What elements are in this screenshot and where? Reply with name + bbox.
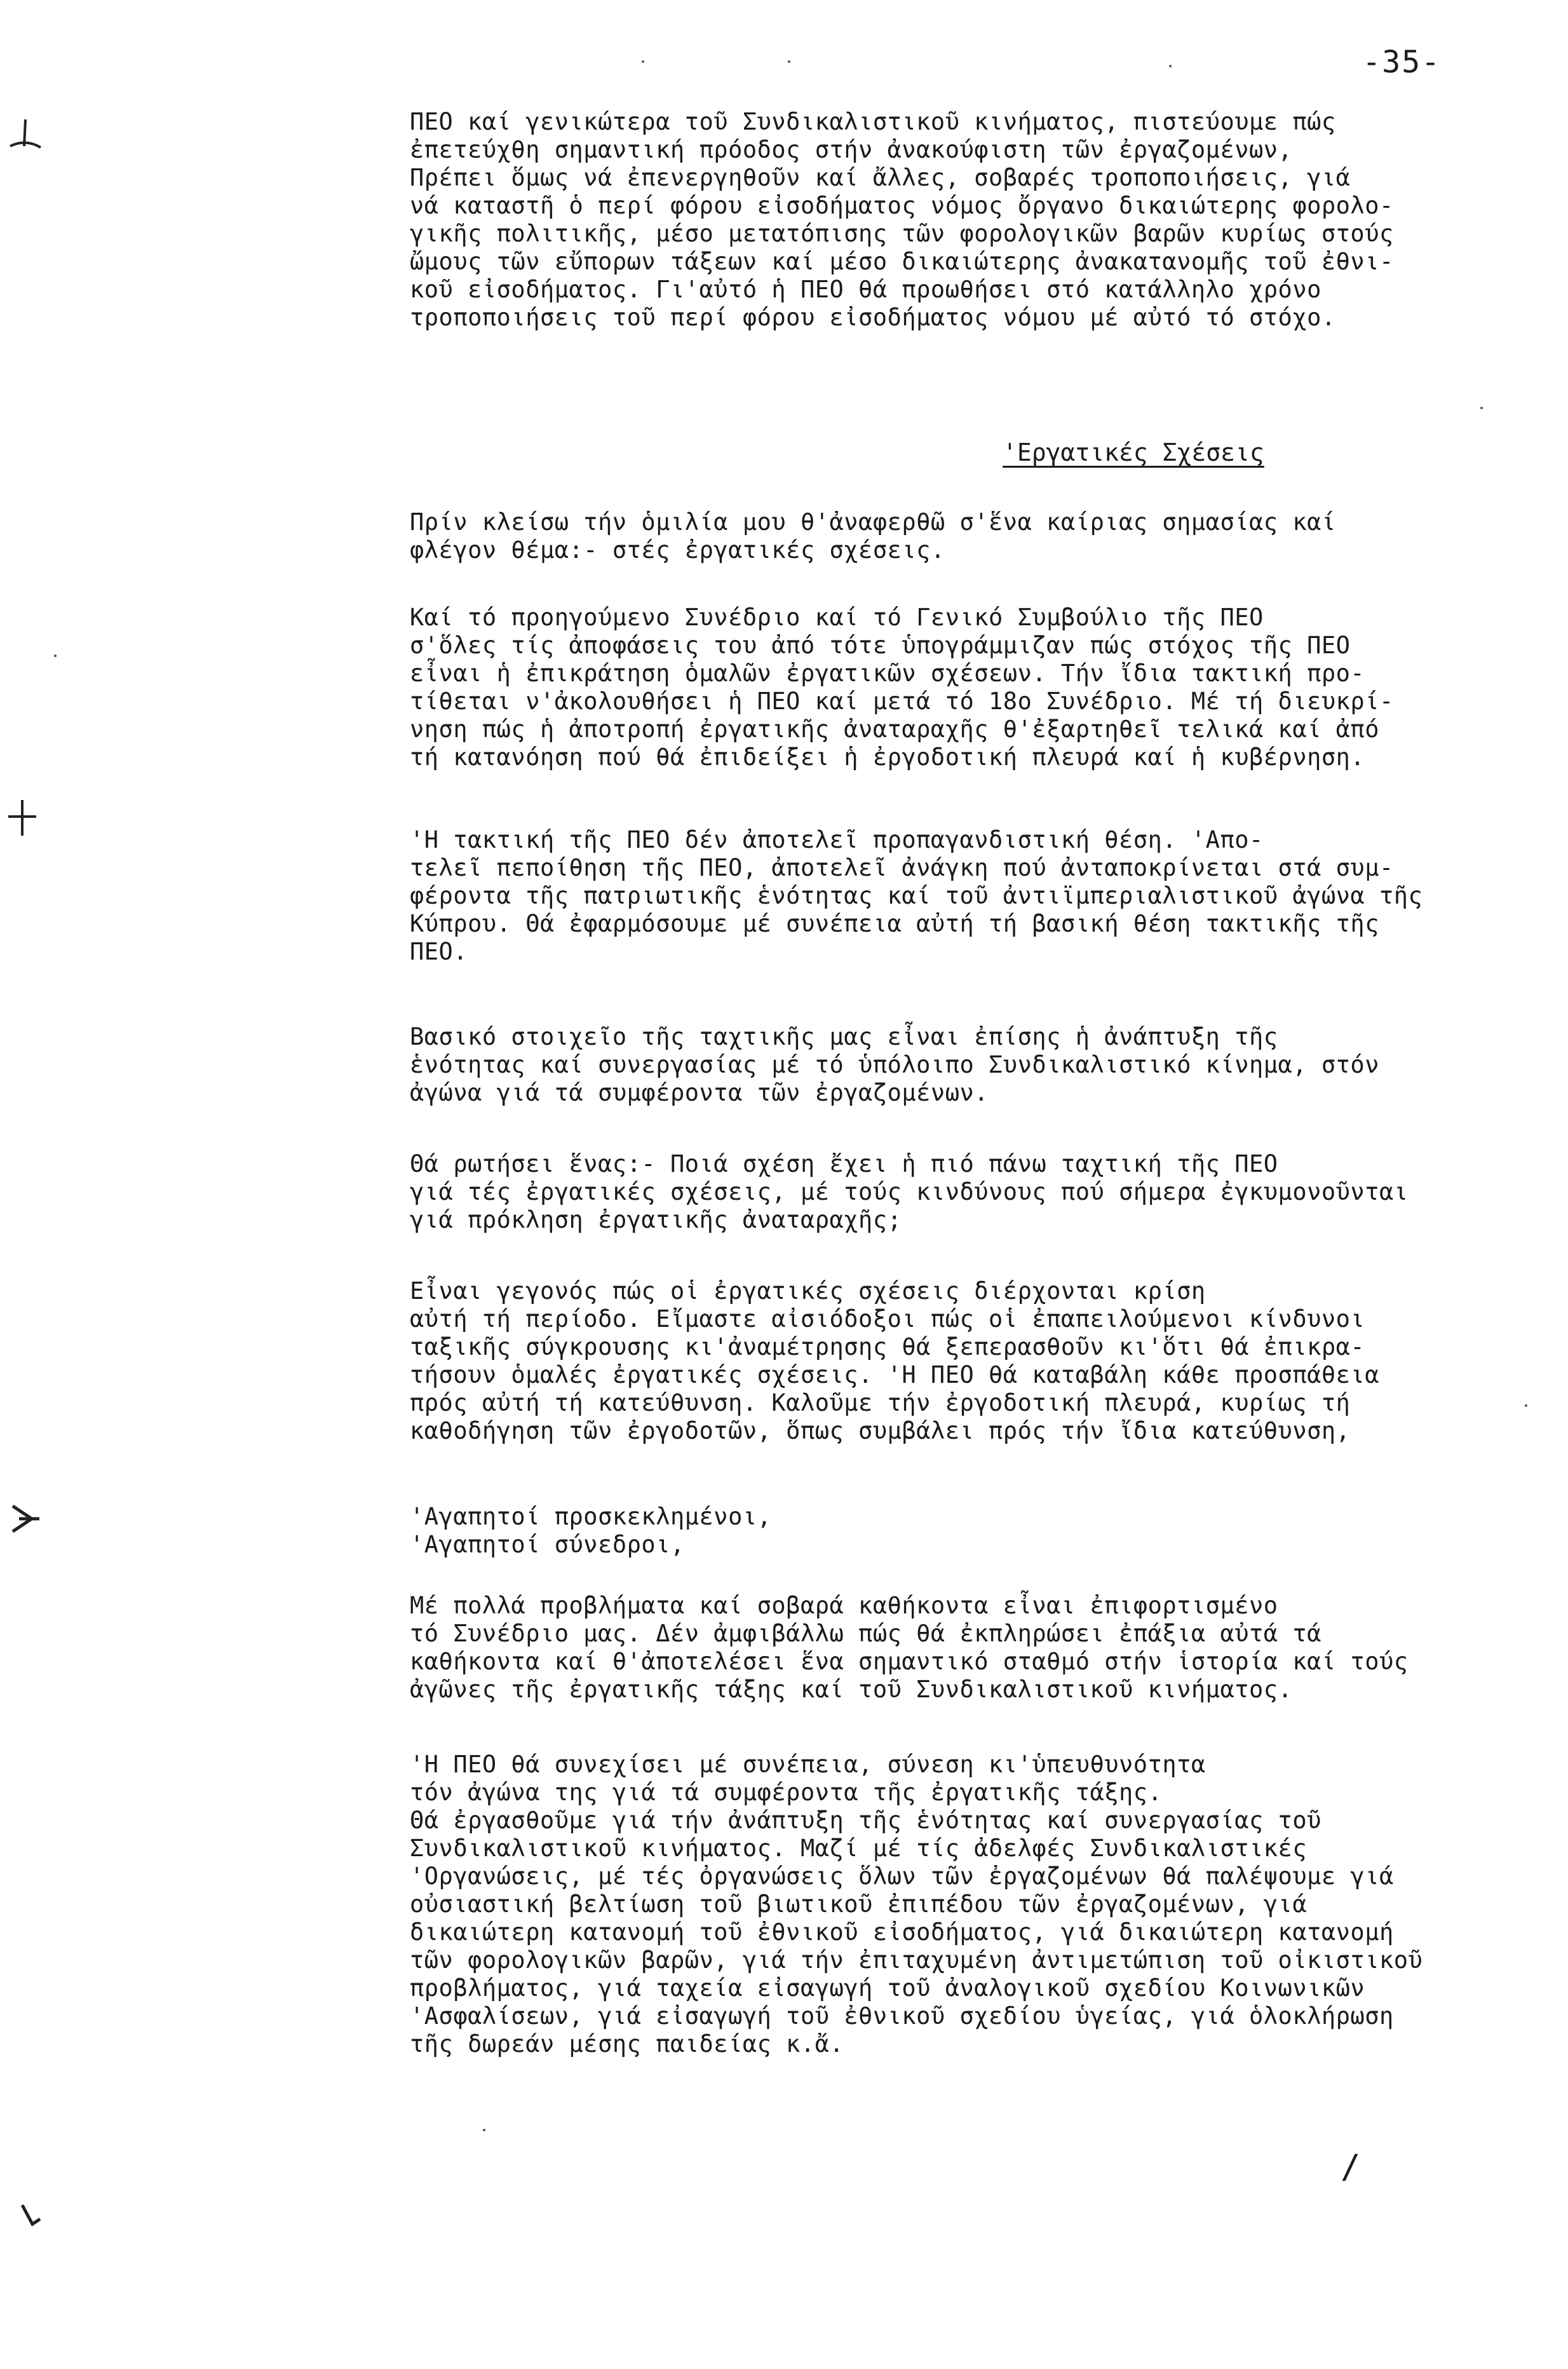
section-paragraph — [410, 1277, 1464, 1445]
text-line: τή κατανόηση πού θά ἐπιδείξει ἡ ἐργοδοτική πλευρά καί ἡ κυβέρνηση. — [410, 743, 1365, 771]
text-line: γιά πρόκληση ἐργατικῆς ἀναταραχῆς; — [410, 1206, 902, 1233]
section-paragraph — [410, 1751, 1464, 2058]
text-line: ταξικῆς σύγκρουσης κι'ἀναμέτρησης θά ξεπερασθοῦν κι'ὅτι θά ἐπικρα- — [410, 1333, 1365, 1361]
text-line: τροποποιήσεις τοῦ περί φόρου εἰσοδήματος νόμου μέ αὐτό τό στόχο. — [410, 304, 1336, 331]
text-line: ΠΕΟ. — [410, 938, 468, 965]
text-line: ἐπετεύχθη σημαντική πρόοδος στήν ἀνακούφιστη τῶν ἐργαζομένων, — [410, 136, 1293, 163]
text-line: προβλήματος, γιά ταχεία εἰσαγωγή τοῦ ἀναλογικοῦ σχεδίου Κοινωνικῶν — [410, 1974, 1365, 2002]
scan-speck — [788, 60, 790, 63]
text-line: Κύπρου. Θά ἐφαρμόσουμε μέ συνέπεια αὐτή τή βασική θέση τακτικῆς τῆς — [410, 910, 1379, 937]
section-paragraph — [410, 1592, 1464, 1704]
text-line: Καί τό προηγούμενο Συνέδριο καί τό Γενικό Συμβούλιο τῆς ΠΕΟ — [410, 604, 1264, 631]
scan-speck — [1169, 65, 1172, 67]
text-line: εἶναι ἡ ἐπικράτηση ὁμαλῶν ἐργατικῶν σχέσεων. Τήν ἴδια τακτική προ- — [410, 660, 1365, 687]
text-line: 'Οργανώσεις, μέ τές ὀργανώσεις ὅλων τῶν ἐργαζομένων θά παλέψουμε γιά — [410, 1863, 1394, 1890]
text-line: Συνδικαλιστικοῦ κινήματος. Μαζί μέ τίς ἀδελφές Συνδικαλιστικές — [410, 1835, 1308, 1862]
text-line: Μέ πολλά προβλήματα καί σοβαρά καθήκοντα εἶναι ἐπιφορτισμένο — [410, 1592, 1278, 1619]
text-line: Θά ρωτήσει ἕνας:- Ποιά σχέση ἔχει ἡ πιό πάνω ταχτική τῆς ΠΕΟ — [410, 1150, 1278, 1178]
text-line: 'Η ΠΕΟ θά συνεχίσει μέ συνέπεια, σύνεση κι'ὑπευθυνότητα — [410, 1751, 1206, 1778]
section-paragraph — [410, 604, 1464, 771]
text-line: τίθεται ν'ἀκολουθήσει ἡ ΠΕΟ καί μετά τό 18ο Συνέδριο. Μέ τή διευκρί- — [410, 688, 1394, 715]
margin-mark-icon — [6, 1500, 44, 1538]
text-line: τῶν φορολογικῶν βαρῶν, γιά τήν ἐπιταχυμένη ἀντιμετώπιση τοῦ οἰκιστικοῦ — [410, 1946, 1423, 1974]
section-paragraph — [410, 1150, 1464, 1234]
text-line: καθήκοντα καί θ'ἀποτελέσει ἕνα σημαντικό σταθμό στήν ἱστορία καί τούς — [410, 1648, 1409, 1675]
margin-mark-icon — [6, 114, 44, 159]
text-line: 'Η τακτική τῆς ΠΕΟ δέν ἀποτελεῖ προπαγανδιστική θέση. 'Απο- — [410, 826, 1264, 853]
scan-speck — [1525, 1404, 1527, 1407]
text-line: Πρέπει ὅμως νά ἐπενεργηθοῦν καί ἄλλες, σοβαρές τροποποιήσεις, γιά — [410, 164, 1351, 191]
text-line: ΠΕΟ καί γενικώτερα τοῦ Συνδικαλιστικοῦ κινήματος, πιστεύουμε πώς — [410, 108, 1336, 135]
text-line: οὐσιαστική βελτίωση τοῦ βιωτικοῦ ἐπιπέδου τῶν ἐργαζομένων, γιά — [410, 1890, 1308, 1918]
text-line: πρός αὐτή τή κατεύθυνση. Καλοῦμε τήν ἐργοδοτική πλευρά, κυρίως τή — [410, 1389, 1351, 1416]
text-line: τῆς δωρεάν μέσης παιδείας κ.ἄ. — [410, 2030, 844, 2058]
text-line: τόν ἀγώνα της γιά τά συμφέροντα τῆς ἐργατικῆς τάξης. — [410, 1779, 1163, 1806]
text-line: ἀγώνα γιά τά συμφέροντα τῶν ἐργαζομένων. — [410, 1079, 989, 1106]
scan-speck — [642, 60, 644, 63]
section-paragraph — [410, 508, 1464, 564]
text-line: Θά ἐργασθοῦμε γιά τήν ἀνάπτυξη τῆς ἑνότητας καί συνεργασίας τοῦ — [410, 1807, 1321, 1834]
text-line: 'Αγαπητοί προσκεκλημένοι, — [410, 1503, 772, 1530]
text-line: φλέγον θέμα:- στές ἐργατικές σχέσεις. — [410, 536, 945, 564]
text-line: τό Συνέδριο μας. Δέν ἀμφιβάλλω πώς θά ἐκπληρώσει ἐπάξια αὐτά τά — [410, 1620, 1321, 1647]
page-number: -35- — [1362, 44, 1441, 80]
text-line: νηση πώς ἡ ἀποτροπή ἐργατικῆς ἀναταραχῆς θ'ἐξαρτηθεῖ τελικά καί ἀπό — [410, 716, 1379, 743]
text-line: τελεῖ πεποίθηση τῆς ΠΕΟ, ἀποτελεῖ ἀνάγκη πού ἀνταποκρίνεται στά συμ- — [410, 854, 1394, 881]
text-line: Πρίν κλείσω τήν ὁμιλία μου θ'ἀναφερθῶ σ'ἕνα καίριας σημασίας καί — [410, 508, 1336, 536]
section-heading: 'Εργατικές Σχέσεις — [1003, 438, 1264, 466]
text-line: φέροντα τῆς πατριωτικῆς ἑνότητας καί τοῦ ἀντιϊμπεριαλιστικοῦ ἀγώνα τῆς — [410, 882, 1423, 909]
text-line: κοῦ εἰσοδήματος. Γι'αὐτό ἡ ΠΕΟ θά προωθήσει στό κατάλληλο χρόνο — [410, 276, 1321, 303]
text-line: δικαιώτερη κατανομή τοῦ ἐθνικοῦ εἰσοδήματος, γιά δικαιώτερη κατανομή — [410, 1918, 1394, 1946]
text-line: νά καταστῆ ὁ περί φόρου εἰσοδήματος νόμος ὄργανο δικαιώτερης φορολο- — [410, 192, 1394, 219]
text-line: Βασικό στοιχεῖο τῆς ταχτικῆς μας εἶναι ἐπίσης ἡ ἀνάπτυξη τῆς — [410, 1023, 1278, 1050]
text-line: σ'ὅλες τίς ἀποφάσεις του ἀπό τότε ὑπογράμμιζαν πώς στόχος τῆς ΠΕΟ — [410, 632, 1351, 659]
section-paragraph — [410, 826, 1464, 966]
opening-paragraph — [410, 108, 1464, 332]
margin-mark-icon — [16, 2199, 48, 2230]
scan-speck — [483, 2129, 485, 2131]
text-line: γικῆς πολιτικῆς, μέσο μετατόπισης τῶν φορολογικῶν βαρῶν κυρίως στούς — [410, 220, 1394, 247]
text-line: Εἶναι γεγονός πώς οἱ ἐργατικές σχέσεις διέρχονται κρίση — [410, 1277, 1206, 1305]
text-line: ἀγῶνες τῆς ἐργατικῆς τάξης καί τοῦ Συνδικαλιστικοῦ κινήματος. — [410, 1676, 1293, 1703]
margin-mark-icon — [3, 798, 41, 842]
scan-speck — [54, 655, 57, 657]
text-line: 'Ασφαλίσεων, γιά εἰσαγωγή τοῦ ἐθνικοῦ σχεδίου ὑγείας, γιά ὁλοκλήρωση — [410, 2002, 1394, 2030]
closing-mark: / — [1341, 2148, 1361, 2186]
text-line: τήσουν ὁμαλές ἐργατικές σχέσεις. 'Η ΠΕΟ θά καταβάλη κάθε προσπάθεια — [410, 1361, 1379, 1388]
text-line: 'Αγαπητοί σύνεδροι, — [410, 1531, 685, 1558]
text-line: ἑνότητας καί συνεργασίας μέ τό ὑπόλοιπο Συνδικαλιστικό κίνημα, στόν — [410, 1051, 1379, 1078]
text-line: καθοδήγηση τῶν ἐργοδοτῶν, ὅπως συμβάλει πρός τήν ἴδια κατεύθυνση, — [410, 1417, 1351, 1444]
text-line: αὐτή τή περίοδο. Εἴμαστε αἰσιόδοξοι πώς οἱ ἐπαπειλούμενοι κίνδυνοι — [410, 1305, 1365, 1333]
text-line: γιά τές ἐργατικές σχέσεις, μέ τούς κινδύνους πού σήμερα ἐγκυμονοῦνται — [410, 1178, 1409, 1205]
scan-speck — [1480, 407, 1483, 409]
text-line: ὤμους τῶν εὔπορων τάξεων καί μέσο δικαιώτερης ἀνακατανομῆς τοῦ ἐθνι- — [410, 248, 1394, 275]
section-paragraph — [410, 1023, 1464, 1107]
salutation — [410, 1503, 1464, 1559]
